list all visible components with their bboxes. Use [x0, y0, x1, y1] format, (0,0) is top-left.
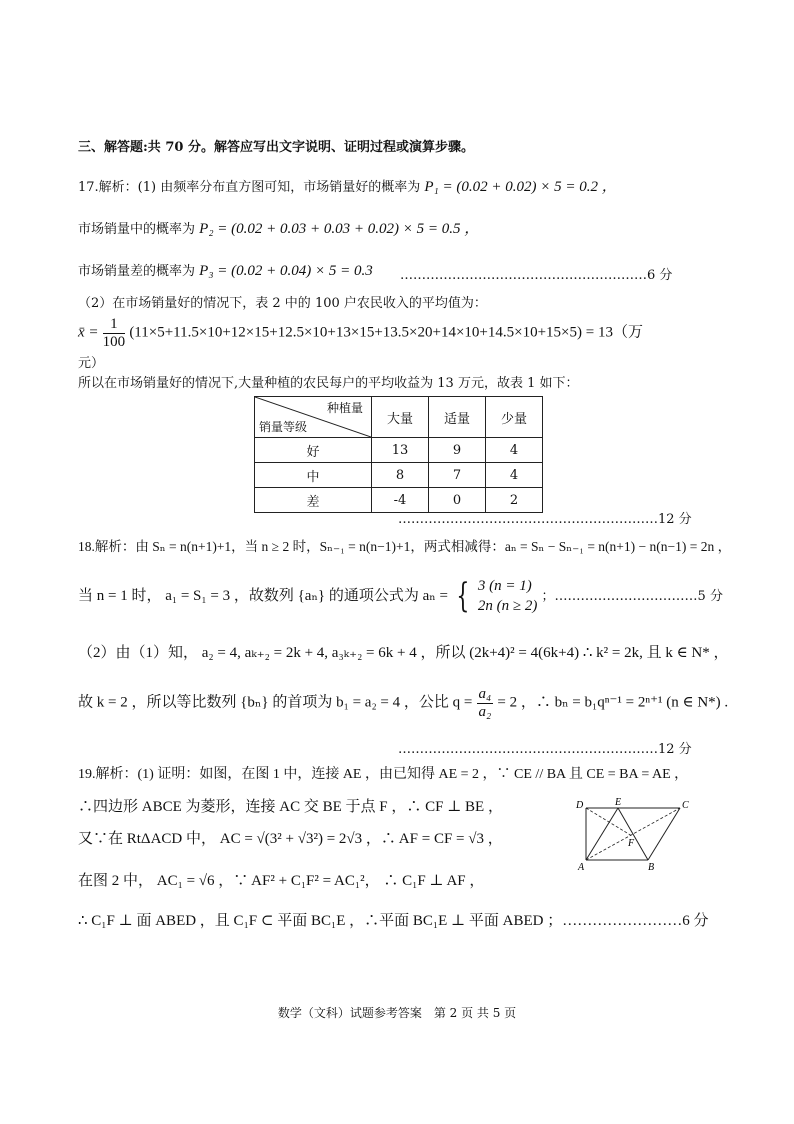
q19-line3: [78, 830, 503, 850]
q19-line2: [78, 798, 503, 818]
q17-part2-text: （2）在市场销量好的情况下，表 2 中的 100 户农民收入的平均值为：: [78, 296, 487, 311]
q18-line2: [78, 576, 723, 617]
q17-mean-frac-den: 100: [102, 333, 126, 350]
q17-mean-fraction: [103, 316, 126, 350]
q18-case-2: 2n (n ≥ 2): [477, 598, 538, 615]
q19-line2-text: ∴四边形 ABCE 为菱形，连接 AC 交 BE 于点 F ，∴ CF ⊥ BE ，: [78, 799, 503, 815]
page-footer: 数学（文科）试题参考答案 第 2 页 共 5 页: [277, 1006, 517, 1020]
table-corner-cell: [255, 397, 372, 438]
q18-line4-a: 故 k = 2 ，所以等比数列 {bₙ} 的首项为 b₁ = a₂ = 4 ，公比 q =: [78, 694, 473, 711]
figure-label-F: F: [628, 838, 635, 849]
table-cell: -4: [372, 488, 429, 513]
section-title: 三、解答题:共 70 分。解答应写出文字说明、证明过程或演算步骤。: [78, 140, 474, 155]
q18-line3-text: （2）由（1）知， a₂ = 4, aₖ₊₂ = 2k + 4, a₃ₖ₊₂ = 6k + 4 ，所以 (2k+4)² = 4(6k+4) ∴ k² = 2k, 且 k ∈ N* ，: [78, 645, 729, 661]
q17-line3-math: P₃ = (0.02 + 0.04) × 5 = 0.3: [199, 263, 373, 279]
q18-line2-score: ；……………………………5 分: [541, 588, 723, 604]
q17-mean-unit: 元）: [78, 356, 105, 371]
q18-line2-text: 当 n = 1 时， a₁ = S₁ = 3 ，故数列 {aₙ} 的通项公式为 aₙ =: [78, 587, 448, 604]
q19-line3-text: 又∵在 RtΔACD 中， AC = √(3² + √3²) = 2√3 ，∴ AF = CF = √3 ，: [78, 831, 503, 847]
figure-label-E: E: [615, 797, 622, 808]
q17-table: [254, 396, 543, 513]
rhombus-figure: [572, 796, 692, 876]
table-cell: 0: [429, 488, 486, 513]
q18-cases: [478, 576, 537, 617]
table-cell: 7: [429, 463, 486, 488]
q17-line3: [78, 262, 373, 282]
q17-line1: [78, 178, 617, 198]
table-cell: 13: [372, 438, 429, 463]
table-row-label: 差: [255, 488, 372, 513]
q17-mean-formula: [78, 316, 643, 350]
q17-mean-expr: (11×5+11.5×10+12×15+12.5×10+13×15+13.5×20+14×10+14.5×10+15×5) = 13（万: [129, 324, 643, 341]
table-row-label: 好: [255, 438, 372, 463]
q17-score-12: ……………………………………………………12 分: [398, 512, 692, 527]
q19-line4: [78, 872, 484, 892]
q18-line1-text: 18.解析：由 Sₙ = n(n+1)+1，当 n ≥ 2 时，Sₙ₋₁ = n(n−1)+1，两式相减得：aₙ = Sₙ − Sₙ₋₁ = n(n+1) − n(n−1) = 2n ，: [78, 539, 732, 554]
q17-score-6: …………………………………………………6 分: [400, 268, 673, 283]
table-row: [255, 438, 543, 463]
table-cell: 4: [486, 463, 543, 488]
q17-line2-text: 市场销量中的概率为: [78, 222, 196, 237]
q17-mean-lhs: x̄ =: [78, 324, 99, 341]
q17-mean-frac-num: 1: [103, 316, 126, 334]
q18-line4-b: = 2 ，∴ bₙ = b₁qⁿ⁻¹ = 2ⁿ⁺¹ (n ∈ N*) .: [497, 694, 729, 711]
table-row-label: 中: [255, 463, 372, 488]
q19-line4-text: 在图 2 中， AC₁ = √6 ，∵ AF² + C₁F² = AC₁²， ∴ C₁F ⊥ AF ，: [78, 873, 485, 889]
q17-line3-text: 市场销量差的概率为: [78, 264, 196, 279]
q19-line5: [78, 912, 708, 932]
table-row: [255, 463, 543, 488]
figure-label-B: B: [648, 862, 655, 873]
corner-bottom-label: 销量等级: [259, 420, 308, 434]
figure-label-C: C: [682, 800, 689, 811]
q17-line1-math: P₁ = (0.02 + 0.02) × 5 = 0.2 ，: [424, 179, 617, 195]
table-header-cell: 大量: [372, 397, 429, 438]
table-cell: 4: [486, 438, 543, 463]
q17-line2: [78, 220, 479, 240]
q18-ratio-den: a₂: [478, 703, 492, 720]
table-header-row: [255, 397, 543, 438]
q18-ratio-num: a₄: [478, 686, 492, 702]
q18-line3: [78, 644, 729, 664]
q19-line1: [78, 766, 688, 784]
table-header-cell: 少量: [486, 397, 543, 438]
q17-conclusion: 所以在市场销量好的情况下,大量种植的农民每户的平均收益为 13 万元，故表 1 如下：: [78, 376, 579, 391]
q17-line2-math: P₂ = (0.02 + 0.03 + 0.03 + 0.02) × 5 = 0.5 ，: [199, 221, 480, 237]
q17-line1-text: 17.解析：(1) 由频率分布直方图可知，市场销量好的概率为: [78, 180, 421, 195]
figure-label-A: A: [578, 862, 585, 873]
cases-brace: {: [456, 576, 470, 617]
q18-line1: [78, 538, 731, 557]
table-cell: 2: [486, 488, 543, 513]
q18-score-12: ……………………………………………………12 分: [398, 742, 692, 757]
q18-line4: [78, 686, 728, 720]
q19-line5-text: ∴ C₁F ⊥ 面 ABED ，且 C₁F ⊂ 平面 BC₁E ，∴平面 BC₁E ⊥ 平面 ABED ；……………………6 分: [78, 913, 709, 929]
q18-case-1: 3 (n = 1): [477, 578, 532, 594]
table-cell: 9: [429, 438, 486, 463]
table-header-cell: 适量: [429, 397, 486, 438]
figure-label-D: D: [576, 800, 584, 811]
q18-ratio-fraction: [477, 686, 494, 720]
corner-top-label: 种植量: [326, 401, 363, 415]
table-cell: 8: [372, 463, 429, 488]
q19-line1-text: 19.解析：(1) 证明：如图，在图 1 中，连接 AE ，由已知得 AE = 2 ，∵ CE // BA 且 CE = BA = AE ，: [78, 767, 689, 782]
